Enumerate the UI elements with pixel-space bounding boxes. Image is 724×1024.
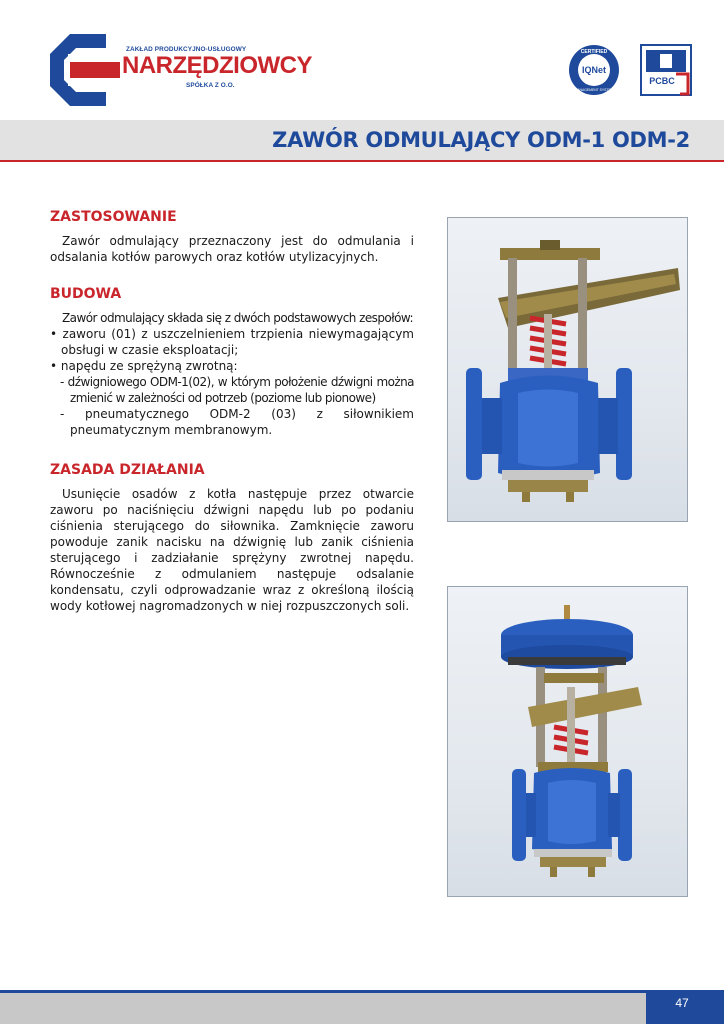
footer-bar: [0, 990, 724, 1024]
title-models: ODM-1 ODM-2: [526, 128, 690, 152]
photo-valve-pneumatic: [447, 586, 688, 897]
budowa-sub-pneumatyczny: - pneumatycznego ODM-2 (03) z siłownikiem pneumatycznym membranowym.: [60, 407, 414, 437]
title-prefix: ZAWÓR ODMULAJĄCY: [272, 128, 527, 152]
pcbc-certificate-badge: [640, 44, 692, 96]
company-logo: [48, 32, 312, 108]
budowa-intro: Zawór odmulający składa się z dwóch podstawowych zespołów:: [62, 311, 413, 325]
budowa-item-zawor: • zaworu (01) z uszczelnieniem trzpienia niewymagającym obsługi w czasie eksploatacji;: [50, 327, 414, 357]
page-number: 47: [675, 996, 689, 1010]
company-name: NARZĘDZIOWCY: [122, 52, 312, 79]
company-line1: ZAKŁAD PRODUKCYJNO-USŁUGOWY: [126, 46, 247, 53]
iqnet-certificate-badge: [568, 44, 620, 96]
budowa-item-naped: • napędu ze sprężyną zwrotną:: [50, 359, 238, 373]
iqnet-label: IQNet: [581, 65, 607, 75]
page-title: [272, 128, 690, 152]
heading-zasada: ZASADA DZIAŁANIA: [50, 462, 205, 478]
zastosowanie-text: Zawór odmulający przeznaczony jest do odmulania i odsalania kotłów parowych oraz kotłów utylizacyjnych.: [50, 234, 414, 264]
photo-valve-lever: [447, 217, 688, 522]
budowa-sub-dzwigniowy: - dźwigniowego ODM-1(02), w którym położenie dźwigni można zmienić w zależności od potrzeb (poziome lub pionowe): [60, 375, 414, 405]
pcbc-label: PCBC: [649, 76, 675, 86]
company-line2: SPÓŁKA Z O.O.: [186, 82, 235, 89]
zasada-text: Usunięcie osadów z kotła następuje przez otwarcie zaworu po naciśnięciu dźwigni napędu lub po podaniu ciśnienia sterującego do siłownika. Zamknięcie zaworu powoduje zanik nacisku na dźwignię lub zanik ciśnienia sterującego i zadziałanie sprężyny zwrotnej napędu. Równocześnie z odmulaniem następuje odsalanie kondensatu, czyli odprowadzanie wraz z określoną ilością wody kotłowej nagromadzonych w niej rozpuszczonych soli.: [50, 487, 414, 613]
heading-budowa: BUDOWA: [50, 286, 122, 302]
text-column: [50, 210, 414, 614]
iqnet-bottom-label: MANAGEMENT SYSTEM: [574, 88, 614, 92]
heading-zastosowanie: ZASTOSOWANIE: [50, 209, 177, 225]
iqnet-top-label: CERTIFIED: [580, 49, 608, 55]
